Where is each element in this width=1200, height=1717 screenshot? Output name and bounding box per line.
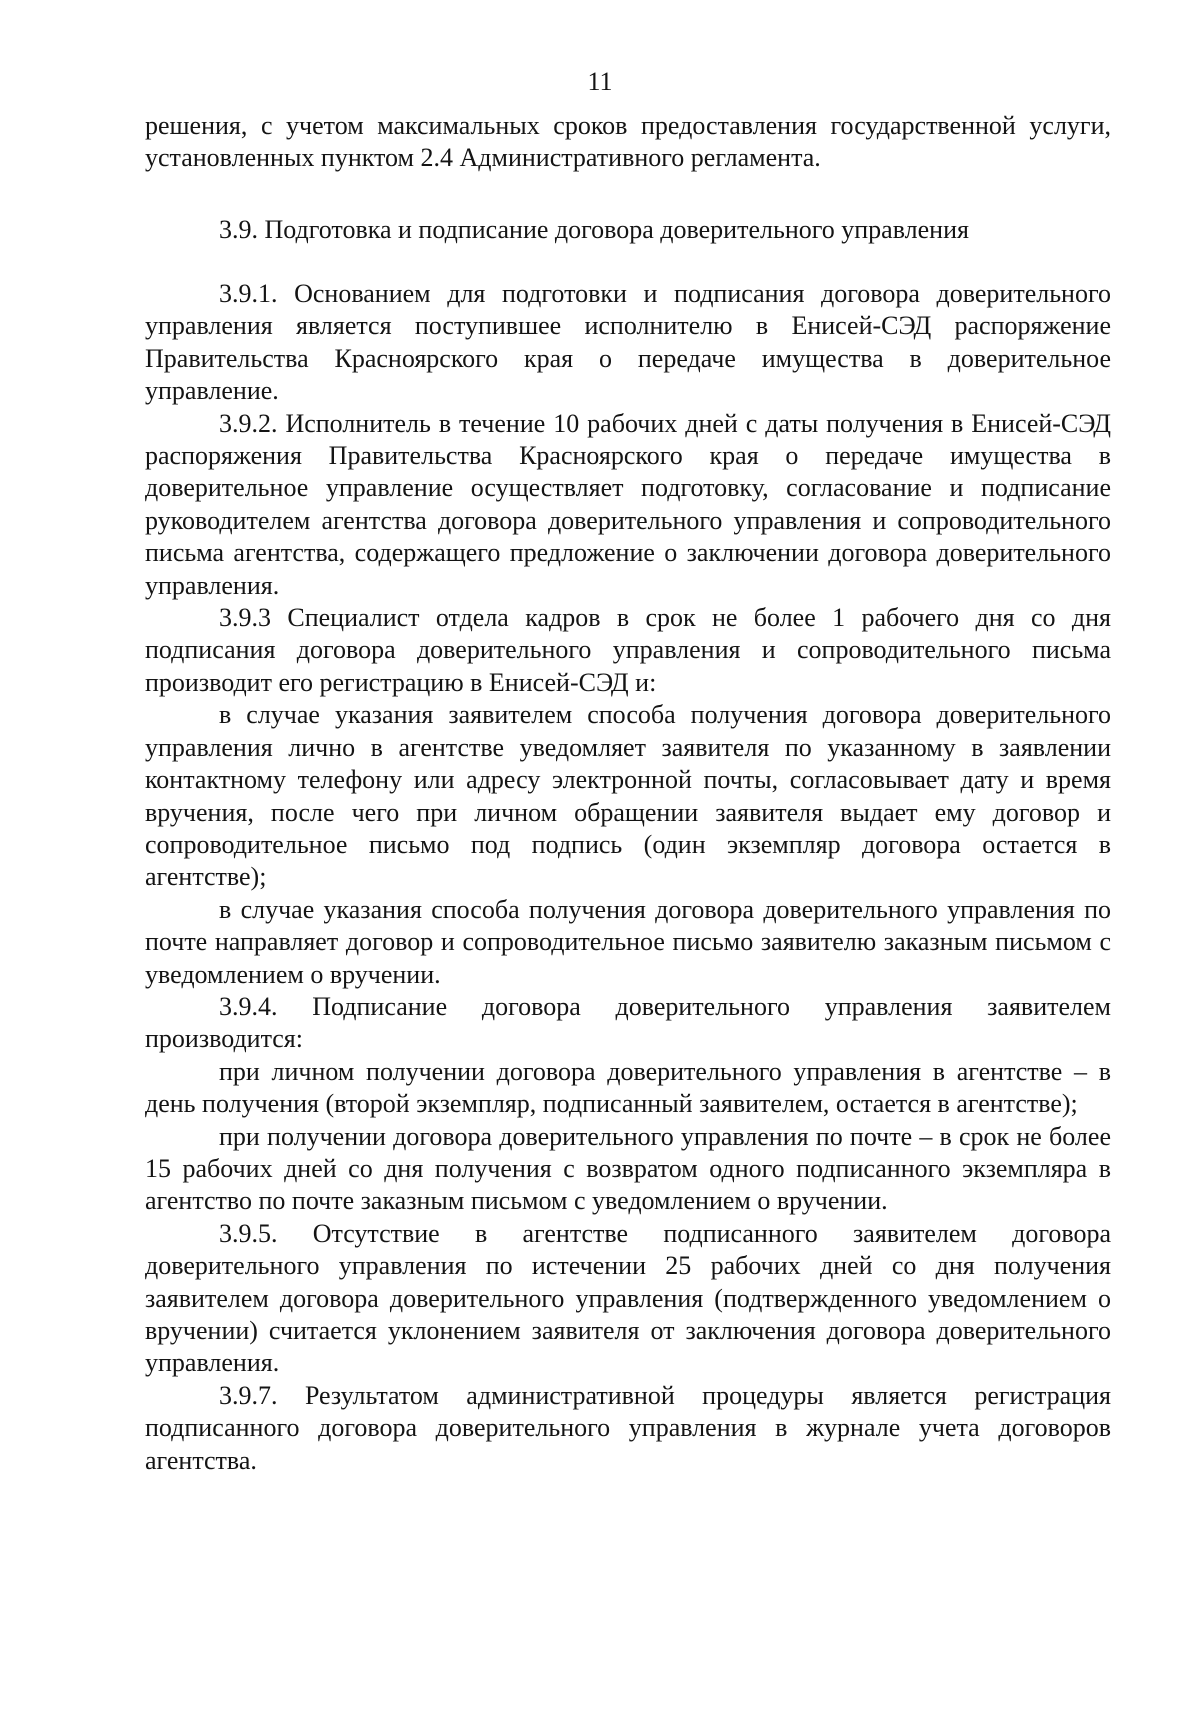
paragraph-3-9-4: 3.9.4. Подписание договора доверительного управления заявителем производится: [145, 991, 1111, 1054]
paragraph-3-9-4-in-person: при личном получении договора доверительного управления в агентстве – в день получения (второй экземпляр, подписанный заявителем, остается в агентстве); [145, 1056, 1111, 1119]
paragraph-3-9-3: 3.9.3 Специалист отдела кадров в срок не более 1 рабочего дня со дня подписания договора доверительного управления и сопроводительного письма производит его регистрацию в Енисей-СЭД и: [145, 603, 1111, 697]
paragraph-3-9-2: 3.9.2. Исполнитель в течение 10 рабочих дней с даты получения в Енисей-СЭД распоряжения Правительства Красноярского края о передаче имущества в доверительное управление осуществляет подготовку, согласование и подписание руководителем агентства договора доверительного управления и сопроводительного письма агентства, содержащего предложение о заключении договора доверительного управления. [145, 408, 1111, 600]
paragraph-3-9-3-by-mail: в случае указания способа получения договора доверительного управления по почте направляет договор и сопроводительное письмо заявителю заказным письмом с уведомлением о вручении. [145, 894, 1111, 989]
continuation-paragraph: решения, с учетом максимальных сроков предоставления государственной услуги, установленных пунктом 2.4 Административного регламента. [145, 111, 1111, 173]
paragraph-3-9-5: 3.9.5. Отсутствие в агентстве подписанного заявителем договора доверительного управления по истечении 25 рабочих дней со дня получения заявителем договора доверительного управления (подтвержденного уведомлением о вручении) считается уклонением заявителя от заключения договора доверительного управления. [145, 1218, 1111, 1378]
paragraph-3-9-4-by-mail: при получении договора доверительного управления по почте – в срок не более 15 рабочих дней со дня получения с возвратом одного подписанного экземпляра в агентство по почте заказным письмом с уведомлением о вручении. [145, 1121, 1111, 1216]
paragraph-3-9-3-in-person: в случае указания заявителем способа получения договора доверительного управления лично в агентстве уведомляет заявителя по указанному в заявлении контактному телефону или адресу электронной почты, согласовывает дату и время вручения, после чего при личном обращении заявителя выдает ему договор и сопроводительное письмо под подпись (один экземпляр договора остается в агентстве); [145, 700, 1111, 892]
paragraph-3-9-7: 3.9.7. Результатом административной процедуры является регистрация подписанного договора доверительного управления в журнале учета договоров агентства. [145, 1380, 1111, 1475]
continuation-block [145, 110, 1111, 175]
section-heading: 3.9. Подготовка и подписание договора доверительного управления [219, 215, 969, 244]
paragraph-3-9-1: 3.9.1. Основанием для подготовки и подписания договора доверительного управления является поступившее исполнителю в Енисей-СЭД распоряжение Правительства Красноярского края о передаче имущества в доверительное управление. [145, 279, 1111, 406]
section-body [145, 278, 1111, 1477]
page-number: 11 [587, 67, 613, 96]
